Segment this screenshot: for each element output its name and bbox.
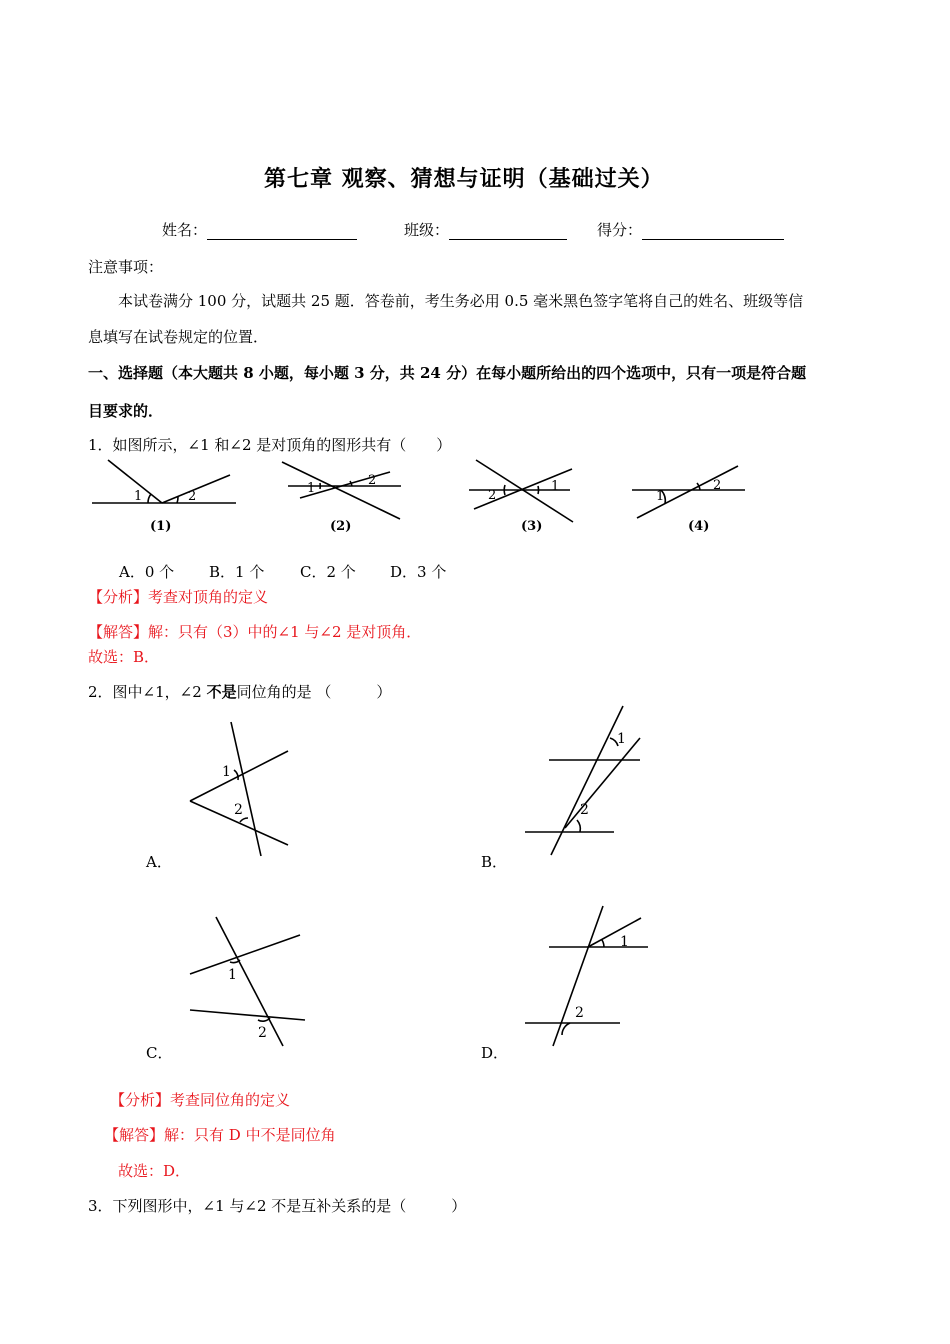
q1-answer: 【解答】解：只有（3）中的∠1 与∠2 是对顶角． xyxy=(88,623,422,641)
notes-heading: 注意事项： xyxy=(88,258,164,276)
q2-a-angle1: 1 xyxy=(222,764,231,780)
q1-fig2-angle2: 2 xyxy=(368,473,377,488)
q2-stem-before: 2．图中∠1，∠2 xyxy=(88,683,202,701)
notes-line-1: 本试卷满分 100 分，试题共 25 题．答卷前，考生务必用 0.5 毫米黑色签字笔将自己的姓名、班级等信 xyxy=(118,292,804,310)
q2-c-angle1: 1 xyxy=(228,967,237,983)
q1-fig3-angle1: 1 xyxy=(551,479,560,494)
q1-fig1-angle1: 1 xyxy=(134,489,143,504)
q1-option-c[interactable]: C．2 个 xyxy=(300,563,356,581)
section-1-heading: 一、选择题（本大题共 8 小题，每小题 3 分，共 24 分）在每小题所给出的四个选项中，只有一项是符合题 xyxy=(88,364,807,382)
class-label: 班级： xyxy=(404,221,450,239)
q2-a-angle2: 2 xyxy=(234,802,243,818)
q1-fig1-label: (1) xyxy=(150,519,172,534)
q1-fig4-label: (4) xyxy=(688,519,710,534)
q2-option-a[interactable]: A． xyxy=(146,853,172,871)
q1-option-d[interactable]: D．3 个 xyxy=(390,563,447,581)
q2-d-angle1: 1 xyxy=(620,934,629,950)
q2-choice: 故选：D． xyxy=(118,1162,191,1180)
section-1-heading-cont: 目要求的． xyxy=(88,402,164,420)
q1-fig3-label: (3) xyxy=(521,519,543,534)
score-label: 得分： xyxy=(597,221,643,239)
q2-answer: 【解答】解：只有 D 中不是同位角 xyxy=(104,1126,336,1144)
q1-fig3-angle2: 2 xyxy=(488,488,497,503)
q1-fig1-angle2: 2 xyxy=(188,489,197,504)
page-title: 第七章 观察、猜想与证明（基础过关） xyxy=(264,166,664,192)
q2-option-b[interactable]: B． xyxy=(481,853,508,871)
q1-stem: 1．如图所示，∠1 和∠2 是对顶角的图形共有（ ） xyxy=(88,436,452,454)
q2-option-c[interactable]: C． xyxy=(146,1044,173,1062)
notes-line-2: 息填写在试卷规定的位置． xyxy=(88,328,269,346)
q2-b-angle1: 1 xyxy=(617,731,626,747)
q1-fig4-angle1: 1 xyxy=(656,489,665,504)
q1-option-b[interactable]: B．1 个 xyxy=(209,563,265,581)
q1-fig4-angle2: 2 xyxy=(713,478,722,493)
q1-choice: 故选：B． xyxy=(88,648,160,666)
q1-option-a[interactable]: A．0 个 xyxy=(119,563,175,581)
q2-option-d[interactable]: D． xyxy=(481,1044,509,1062)
q1-fig2-label: (2) xyxy=(330,519,352,534)
q1-analysis: 【分析】考查对顶角的定义 xyxy=(88,588,269,606)
q2-stem-emphasis: 不是 xyxy=(206,683,237,701)
q2-stem-after: 同位角的是 （ ） xyxy=(236,683,392,701)
q2-analysis: 【分析】考查同位角的定义 xyxy=(110,1091,291,1109)
q1-fig2-angle1: 1 xyxy=(307,481,316,496)
q2-d-angle2: 2 xyxy=(575,1005,584,1021)
name-label: 姓名： xyxy=(162,221,208,239)
q3-stem: 3．下列图形中，∠1 与∠2 不是互补关系的是（ ） xyxy=(88,1197,467,1215)
q2-b-angle2: 2 xyxy=(580,802,589,818)
q2-c-angle2: 2 xyxy=(258,1025,267,1041)
